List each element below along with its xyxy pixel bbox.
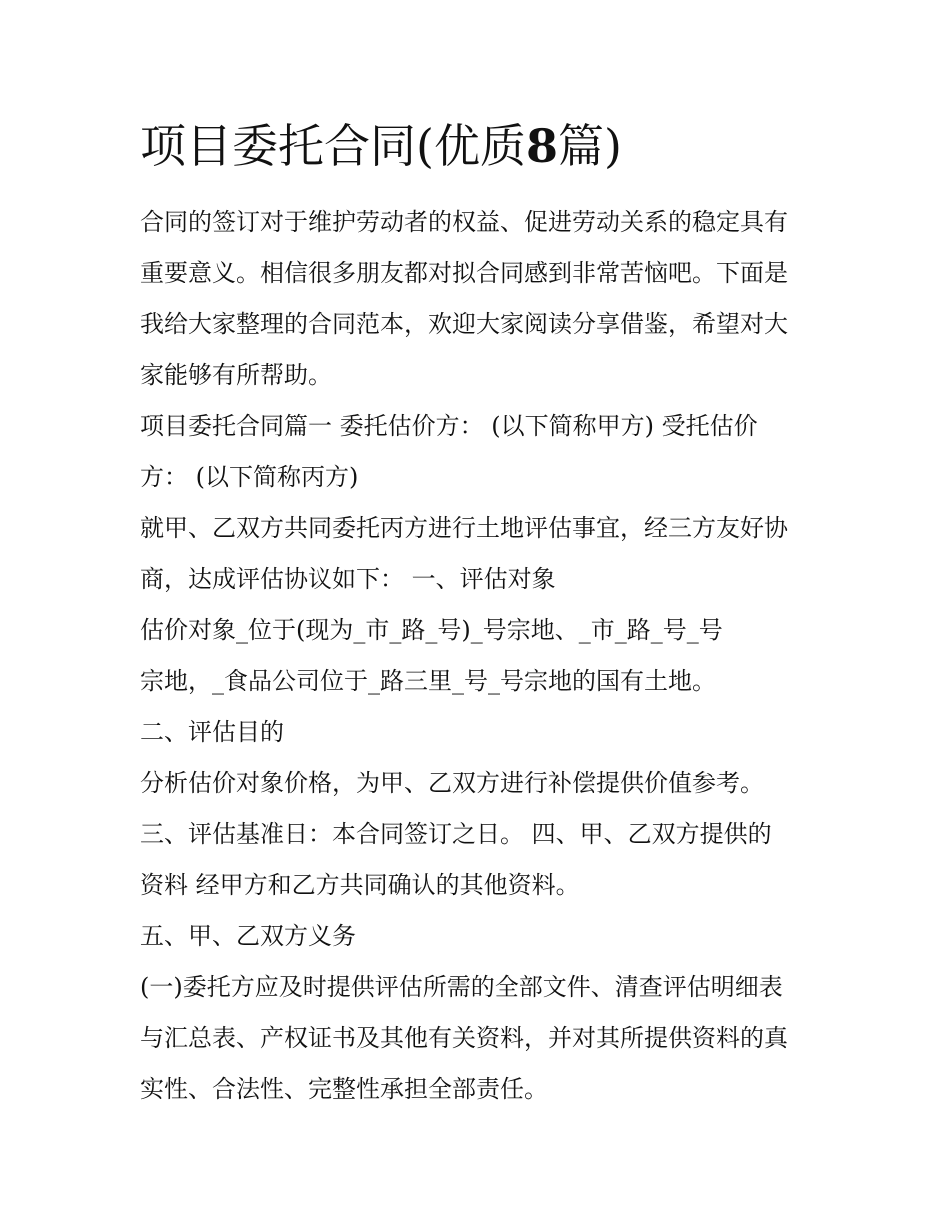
text-line: 分析估价对象价格，为甲、乙双方进行补偿提供价值参考。 — [140, 769, 764, 797]
text-line: 五、甲、乙双方义务 — [140, 922, 356, 950]
text-line: 合同的签订对于维护劳动者的权益、促进劳动关系的稳定具有 — [140, 208, 788, 236]
text-line: 家能够有所帮助。 — [140, 361, 332, 389]
title-number: 8 — [525, 119, 558, 173]
page-title — [140, 116, 840, 176]
text-line: (一)委托方应及时提供评估所需的全部文件、清查评估明细表 — [140, 973, 783, 1001]
text-line: 商，达成评估协议如下： 一、评估对象 — [140, 565, 556, 593]
text-line: 与汇总表、产权证书及其他有关资料，并对其所提供资料的真 — [140, 1024, 788, 1052]
text-line: 估价对象_位于(现为_市_路_号)_号宗地、_市_路_号_号 — [140, 616, 723, 644]
text-line: 三、评估基准日：本合同签订之日。 四、甲、乙双方提供的 — [140, 820, 772, 848]
title-suffix: 篇) — [557, 119, 622, 173]
text-line: 我给大家整理的合同范本，欢迎大家阅读分享借鉴，希望对大 — [140, 310, 788, 338]
text-line: 实性、合法性、完整性承担全部责任。 — [140, 1075, 548, 1103]
text-line: 宗地，_食品公司位于_路三里_号_号宗地的国有土地。 — [140, 667, 716, 695]
text-line: 方： (以下简称丙方) — [140, 463, 359, 491]
title-prefix: 项目委托合同(优质 — [140, 119, 526, 173]
text-line: 就甲、乙双方共同委托丙方进行土地评估事宜，经三方友好协 — [140, 514, 788, 542]
text-line: 二、评估目的 — [140, 718, 284, 746]
text-line: 资料 经甲方和乙方共同确认的其他资料。 — [140, 871, 580, 899]
text-line: 项目委托合同篇一 委托估价方： (以下简称甲方) 受托估价 — [140, 412, 758, 440]
text-line: 重要意义。相信很多朋友都对拟合同感到非常苦恼吧。下面是 — [140, 259, 788, 287]
document-body — [140, 197, 820, 1115]
